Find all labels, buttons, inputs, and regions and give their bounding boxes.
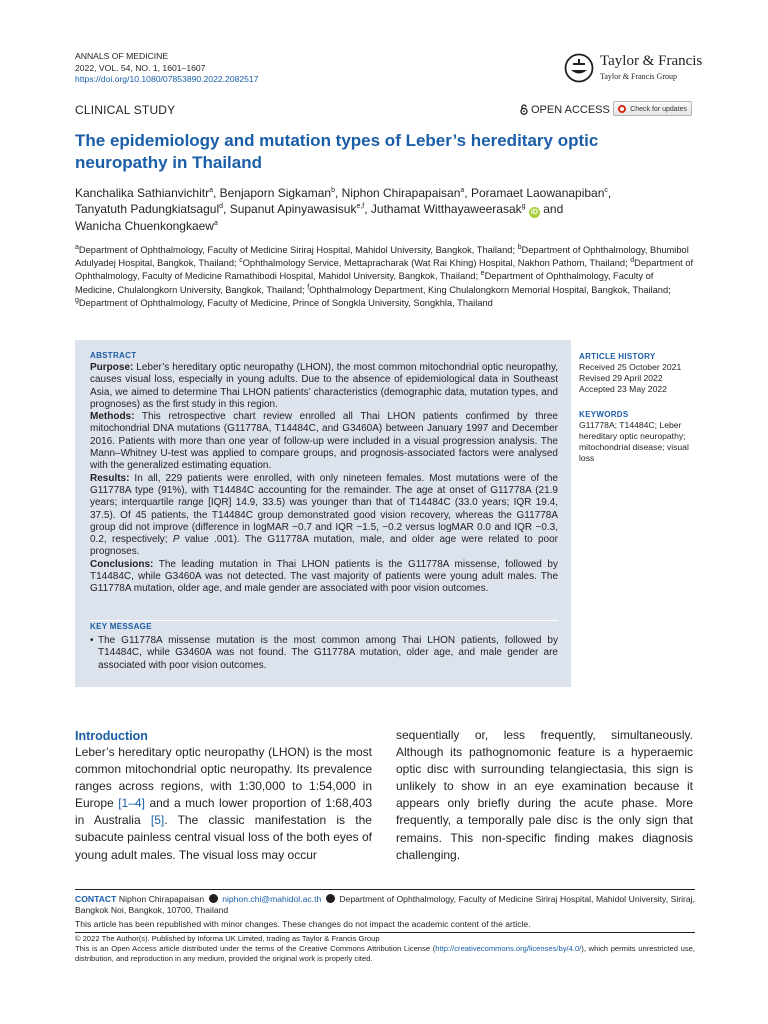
citation-link[interactable]: [5] <box>150 813 165 828</box>
author: Poramaet Laowanapiban$^c$, <box>470 186 612 200</box>
abstract-results: Results: In all, 229 patients were enrolled, with only nineteen females. Most mutations were of the G11778A type (91%), with T14484C accounting for the remainder. The age at onset of G11778A (21.9 years; interquartile range [IQR] 14.9, 33.5) was younger than that of T14484C (33.0 years; IQR 19.4, 37.5). Of 45 patients, the T14484C group demonstrated good vision recovery, whereas the G11778A group did not improve (difference in logMAR −0.7 and IQR −1.5, −0.2 versus logMAR 0.0 and IQR −0.3, 0.2, respectively; P value .001). The G11778A mutation, male, and older age were related to poor prognoses. <box>90 472 559 558</box>
body-column-right: sequentially or, less frequently, simultaneously. Although its pathognomonic feature is a hyperaemic optic disc with surrounding telangiectasia, this sign is unlikely to show in an eye examination because it appears only briefly during the acute phase. More frequently, a temporally pale disc is the only sign that remains. This non-specific finding makes diagnosis challenging. <box>396 728 693 862</box>
and-word: and <box>543 202 564 216</box>
affiliation: $^d$Department of Ophthalmology, Faculty of Medicine Ramathibodi Hospital, Mahidol University, Bangkok, Thailand; <box>75 257 694 282</box>
author: Benjaporn Sigkaman$^b$, <box>219 186 342 200</box>
key-message-text: The G11778A missense mutation is the most common among Thai LHON patients, followed by T14484C, while G3460A was not found. The G11778A mutation, older age, and male gender are associated with poor vision outcomes. <box>98 635 558 671</box>
abstract-heading: ABSTRACT <box>90 351 137 360</box>
affiliation: $^a$Department of Ophthalmology, Faculty of Medicine Siriraj Hospital, Mahidol University, Bangkok, Thailand; <box>75 243 518 255</box>
article-history-heading: ARTICLE HISTORY <box>579 352 656 361</box>
affiliation: $^e$Department of Ophthalmology, Faculty of Medicine, Chulalongkorn University, Bangkok, Thailand; <box>75 270 654 295</box>
republished-note: This article has been republished with minor changes. These changes do not impact the academic content of the article. <box>75 919 531 929</box>
open-access-badge <box>520 104 610 116</box>
abstract-text <box>90 362 558 596</box>
author: Kanchalika Sathianvichitr$^a$, <box>75 186 220 200</box>
introduction-heading: Introduction <box>75 729 148 743</box>
author: Supanut Apinyawasisuk$^{e,f}$, <box>229 202 371 216</box>
body-column-left: Leber’s hereditary optic neuropathy (LHON) is the most common mitochondrial optic neuropathy. Its prevalence ranges across regions, with 1:30,000 to 1:54,000 in Europe [1–4] and a much lower proportion of 1:68,403 in Australia [5]. The classic manifestation is the subacute painless central visual loss of the both eyes of young adult males. The visual loss may occur <box>75 745 372 862</box>
affiliations <box>75 244 695 310</box>
author: Tanyatuth Padungkiatsagul$^d$, <box>75 202 230 216</box>
publisher-name: Taylor & Francis <box>600 53 703 69</box>
affiliation: $^f$Ophthalmology Department, King Chulalongkorn Memorial Hospital, Bangkok, Thailand; <box>307 283 671 295</box>
bullet-icon: • <box>90 635 94 646</box>
key-message-divider <box>90 620 558 621</box>
email-link[interactable]: niphon.chi@mahidol.ac.th <box>222 894 322 904</box>
footer-divider <box>75 932 695 933</box>
open-lock-icon <box>520 104 528 115</box>
keywords-heading: KEYWORDS <box>579 410 629 419</box>
journal-name: ANNALS OF MEDICINE <box>75 51 169 61</box>
author: Niphon Chirapapaisan$^a$, <box>341 186 471 200</box>
contact-name: Niphon Chirapapaisan <box>116 894 207 904</box>
check-updates-button[interactable] <box>613 101 692 116</box>
crossmark-icon <box>618 105 626 113</box>
publisher-logo-icon <box>564 53 594 83</box>
orcid-icon[interactable]: iD <box>530 209 538 216</box>
journal-volume: 2022, VOL. 54, NO. 1, 1601–1607 <box>75 62 206 73</box>
contact-address: Department of Ophthalmology, Faculty of Medicine Siriraj Hospital, Mahidol University, Siriraj, Bangkok Noi, Bangkok, 10700, Thailand <box>75 894 695 915</box>
license-link[interactable]: http://creativecommons.org/licenses/by/4.0/ <box>435 944 582 953</box>
article-history <box>579 351 695 395</box>
license-text <box>75 934 695 964</box>
abstract-methods: Methods: This retrospective chart review enrolled all Thai LHON patients confirmed by three mitochondrial DNA mutations (G11778A, T14484C, and G3460A) between January 1997 and December 2016. Patients with more than one year of follow-up were included in a visual progression analysis. The Mann–Whitney U-test was applied to compare groups, and prognosis-associated factors were analysed with the generalized estimating equation. <box>90 411 558 472</box>
affiliation: $^b$Department of Ophthalmology, Bhumibol Adulyadej Hospital, Bangkok, Thailand; <box>75 243 689 269</box>
revised-date: Revised 29 April 2022 <box>579 373 663 383</box>
check-updates-label: Check for updates <box>630 106 687 113</box>
contact-info <box>75 894 695 916</box>
article-title: The epidemiology and mutation types of Leber’s hereditary optic neuropathy in Thailand <box>75 131 599 172</box>
contact-label: CONTACT <box>75 894 117 904</box>
key-message-heading: KEY MESSAGE <box>90 622 152 631</box>
received-date: Received 25 October 2021 <box>579 362 682 372</box>
publisher-group: Taylor & Francis Group <box>600 72 677 81</box>
key-message <box>90 635 558 672</box>
journal-meta <box>75 51 259 86</box>
abstract-conclusions: Conclusions: The leading mutation in Thai LHON patients is the G11778A missense, followed by T14484C, while G3460A was not detected. The vast majority of patients were young adult males. The G11778A mutation, older age, and male gender are associated with poor vision outcomes. <box>90 558 558 595</box>
accepted-date: Accepted 23 May 2022 <box>579 384 667 394</box>
license-statement: This is an Open Access article distributed under the terms of the Creative Commons Attribution License (http://creativecommons.org/licenses/by/4.0/), which permits unrestricted use, distribution, and reproduction in any medium, provided the original work is properly cited. <box>75 944 695 963</box>
author: Wanicha Chuenkongkaew$^a$ <box>75 219 218 233</box>
keywords <box>579 409 695 464</box>
doi-link[interactable]: https://doi.org/10.1080/07853890.2022.2082517 <box>75 74 259 84</box>
open-access-label: OPEN ACCESS <box>531 104 610 116</box>
copyright: © 2022 The Author(s). Published by Informa UK Limited, trading as Taylor & Francis Group <box>75 934 380 943</box>
author: Juthamat Witthayaweerasak$^g$ <box>370 202 526 216</box>
keywords-list: G11778A; T14484C; Leber hereditary optic neuropathy; mitochondrial disease; visual loss <box>579 420 689 463</box>
section-label: CLINICAL STUDY <box>75 103 176 117</box>
affiliation: $^g$Department of Ophthalmology, Faculty of Medicine, Prince of Songkla University, Songkhla, Thailand <box>75 296 493 308</box>
citation-link[interactable]: [1–4] <box>118 796 145 811</box>
affiliation: $^c$Ophthalmology Service, Mettapracharak (Wat Rai Khing) Hospital, Nakhon Pathom, Thailand; <box>239 257 631 269</box>
address-icon <box>326 894 335 903</box>
email-icon <box>209 894 218 903</box>
abstract-purpose: Purpose: Leber’s hereditary optic neuropathy (LHON), the most common mitochondrial optic neuropathy, causes visual loss, especially in young adults. Due to the absence of epidemiological data in Southeast Asia, we aimed to determine Thai LHON patients’ characteristics (demographic data, mutation types, and prognoses) as the first study in this region. <box>90 362 558 410</box>
footer-divider <box>75 889 695 890</box>
author-list <box>75 185 695 234</box>
